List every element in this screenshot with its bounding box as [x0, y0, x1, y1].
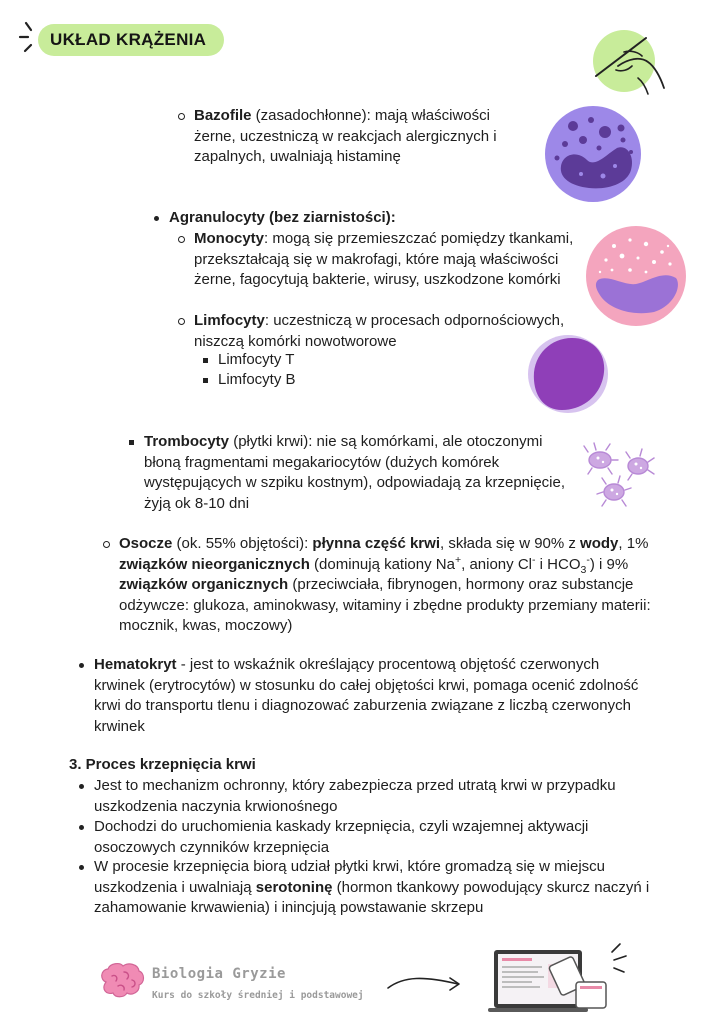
limfocyty-b: Limfocyty B [218, 370, 418, 391]
hematokryt-item [94, 655, 650, 737]
bazofile-item [194, 106, 534, 168]
osocze-sup2: - [531, 553, 536, 566]
osocze-t3: , 1% [618, 535, 649, 552]
osocze-t8: (przeciwciała, fibrynogen, hormony oraz substancje odżywcze: glukoza, aminokwasy, witaminy i zbędne produkty przemiany materii: mocznik, kwas, moczowy) [119, 576, 651, 634]
section3-b3-post: (hormon tkankowy powodujący skurcz naczyń i zahamowanie krwawienia) i inincjują powstawanie skrzepu [94, 878, 650, 916]
section3-bullet-3 [94, 857, 660, 919]
devices-icon [488, 942, 638, 1018]
brand-name: Biologia Gryzie [152, 966, 286, 982]
osocze-t2: , składa się w 90% z [439, 535, 581, 552]
trombocyty-term: Trombocyty [144, 433, 230, 450]
osocze-sup1: + [454, 553, 462, 566]
osocze-b4: związków organicznych [119, 576, 289, 593]
hematokryt-term: Hematokryt [94, 656, 177, 673]
platelets-illustration [580, 438, 662, 512]
section-heading: 3. Proces krzepnięcia krwi [69, 756, 256, 773]
brain-icon [98, 962, 146, 1000]
page-title: UKŁAD KRĄŻENIA [38, 24, 224, 56]
limfocyty-t: Limfocyty T [218, 350, 418, 371]
hematokryt-text: - jest to wskaźnik określający procentową objętość czerwonych krwinek (erytrocytów) w stosunku do całej objętości krwi, pomaga ocenić zdolność krwi do transportu tlenu i diagnozować zaburzenia związane z liczbą czerwonych krwinek [94, 656, 639, 735]
monocyte-illustration [584, 224, 688, 328]
osocze-term: Osocze [119, 535, 173, 552]
basophil-illustration [543, 104, 643, 204]
osocze-b3: związków nieorganicznych [119, 555, 310, 573]
brand-tagline: Kurs do szkoły średniej i podstawowej [152, 990, 364, 1001]
limfocyty-item [194, 311, 578, 352]
osocze-t6: i HCO [535, 555, 581, 573]
osocze-t4: (dominują kationy Na [309, 555, 455, 573]
osocze-sub3: 3 [580, 563, 587, 576]
bazofile-term: Bazofile [194, 107, 252, 124]
footer-brand [152, 964, 364, 1004]
agranulocyty-term: Agranulocyty (bez ziarnistości): [169, 209, 396, 226]
osocze-b2: wody [580, 535, 619, 552]
monocyty-text: : mogą się przemieszczać pomiędzy tkankami, przekształcają się w makrofagi, które mają właściwości żerne, fagocytują bakterie, wirusy, uszkodzone komórki [194, 230, 574, 288]
section3-bullet-2: Dochodzi do uruchomienia kaskady krzepnięcia, czyli wzajemnej aktywacji osoczowych czynników krzepnięcia [94, 817, 654, 858]
trombocyty-item [144, 432, 582, 514]
bazofile-text: (zasadochłonne): mają właściwości żerne, uczestniczą w reakcjach alergicznych i zapalnych, uwalniają histaminę [194, 107, 497, 165]
osocze-t5: , aniony Cl [461, 555, 532, 573]
limfocyty-text: : uczestniczą w procesach odpornościowych, niszczą komórki nowotworowe [194, 312, 565, 350]
section3-b3-bold: serotoninę [255, 878, 333, 896]
monocyty-term: Monocyty [194, 230, 265, 247]
limfocyty-term: Limfocyty [194, 312, 265, 329]
section3-bullet-1: Jest to mechanizm ochronny, który zabezpiecza przed utratą krwi w przypadku uszkodzenia naczynia krwionośnego [94, 776, 654, 817]
osocze-item [119, 534, 655, 637]
agranulocyty-heading [169, 208, 489, 229]
trombocyty-text: (płytki krwi): nie są komórkami, ale otoczonymi błoną fragmentami megakariocytów (dużych komórek występujących w szpiku kostnym), odpowiadają za krzepnięcie, żyją ok 8-10 dni [144, 433, 566, 512]
section3-b3-pre: W procesie krzepnięcia biorą udział płytki krwi, które gromadzą się w miejscu uszkodzenia i uwalniają [94, 858, 606, 896]
hand-writing-icon [588, 26, 666, 96]
monocyty-item [194, 229, 582, 291]
osocze-t1: (ok. 55% objętości): [172, 535, 313, 552]
arrow-icon [384, 972, 466, 996]
osocze-t7: ) i 9% [589, 555, 629, 573]
osocze-sup3: - [586, 553, 590, 566]
osocze-b1: płynna część krwi [312, 535, 440, 552]
